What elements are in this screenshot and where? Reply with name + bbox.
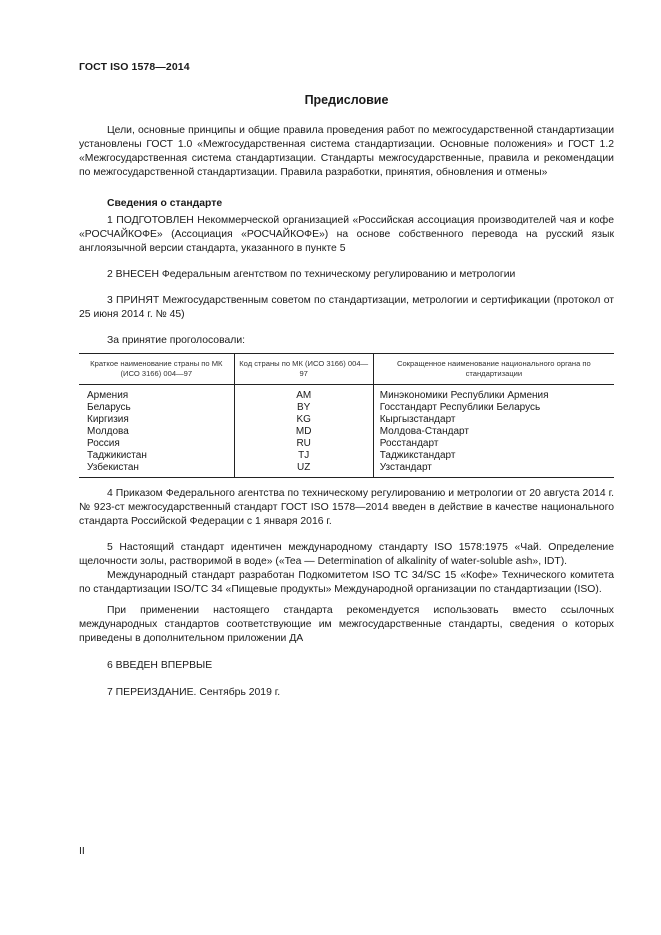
voting-table <box>79 353 614 478</box>
page-title: Предисловие <box>304 93 389 107</box>
table-row <box>79 450 614 462</box>
paragraph-5: 5 Настоящий стандарт идентичен международному стандарту ISO 1578:1975 «Чай. Определение щелочности золы, растворимой в воде» («Tea — Determination of alkalinity of water-soluble ash», IDT). <box>79 542 614 567</box>
vote-intro: За принятие проголосовали: <box>107 335 246 346</box>
page-number: II <box>79 845 85 857</box>
paragraph-4: 4 Приказом Федерального агентства по техническому регулированию и метрологии от 20 августа 2014 г. № 923-ст межгосударственный стандарт ГОСТ ISO 1578—2014 введен в действие в качестве национального стандарта Российской Федерации с 1 января 2016 г. <box>79 488 614 527</box>
country-name: Россия <box>87 438 120 449</box>
table-row <box>79 438 614 450</box>
column-header-body: Сокращенное наименование национального органа по стандартизации <box>373 354 614 385</box>
paragraph-5-note: При применении настоящего стандарта рекомендуется использовать вместо ссылочных международных стандартов соответствующие им межгосударственные стандарты, сведения о которых приведены в дополнительном приложении ДА <box>79 605 614 644</box>
section-heading: Сведения о стандарте <box>107 198 223 209</box>
standards-body: Молдова-Стандарт <box>373 426 614 438</box>
standards-body: Кыргызстандарт <box>373 414 614 426</box>
document-number: ГОСТ ISO 1578—2014 <box>79 61 190 73</box>
country-code: AM <box>234 385 373 403</box>
country-code: MD <box>234 426 373 438</box>
country-code: BY <box>234 402 373 414</box>
column-header-code: Код страны по МК (ИСО 3166) 004—97 <box>234 354 373 385</box>
column-header-country: Краткое наименование страны по МК (ИСО 3166) 004—97 <box>79 354 234 385</box>
country-code: UZ <box>234 462 373 478</box>
paragraph-7: 7 ПЕРЕИЗДАНИЕ. Сентябрь 2019 г. <box>107 687 281 698</box>
standards-body: Таджикстандарт <box>373 450 614 462</box>
paragraph-2: 2 ВНЕСЕН Федеральным агентством по техническому регулированию и метрологии <box>107 269 516 280</box>
country-code: TJ <box>234 450 373 462</box>
country-name: Беларусь <box>87 402 131 413</box>
standards-body: Минэкономики Республики Армения <box>373 385 614 403</box>
standards-body: Узстандарт <box>373 462 614 478</box>
table-row <box>79 426 614 438</box>
country-code: RU <box>234 438 373 450</box>
standards-body: Госстандарт Республики Беларусь <box>373 402 614 414</box>
table-row <box>79 402 614 414</box>
country-name: Таджикистан <box>87 450 147 461</box>
country-name: Молдова <box>87 426 129 437</box>
table-row <box>79 462 614 478</box>
table-header-row <box>79 354 614 385</box>
country-code: KG <box>234 414 373 426</box>
table-row <box>79 414 614 426</box>
country-name: Киргизия <box>87 414 129 425</box>
standards-body: Росстандарт <box>373 438 614 450</box>
paragraph-3: 3 ПРИНЯТ Межгосударственным советом по стандартизации, метрологии и сертификации (протокол от 25 июня 2014 г. № 45) <box>79 295 614 320</box>
paragraph-5-origin: Международный стандарт разработан Подкомитетом ISO TC 34/SC 15 «Кофе» Технического комитета по стандартизации ISO/TC 34 «Пищевые продукты» Международной организации по стандартизации (ISO). <box>79 570 614 595</box>
paragraph-1: 1 ПОДГОТОВЛЕН Некоммерческой организацией «Российская ассоциация производителей чая и кофе «РОСЧАЙКОФЕ» (Ассоциация «РОСЧАЙКОФЕ») на основе собственного перевода на русский язык англоязычной версии стандарта, указанного в пункте 5 <box>79 215 614 254</box>
paragraph-6: 6 ВВЕДЕН ВПЕРВЫЕ <box>107 660 213 671</box>
intro-paragraph: Цели, основные принципы и общие правила проведения работ по межгосударственной стандартизации установлены ГОСТ 1.0 «Межгосударственная система стандартизации. Основные положения» и ГОСТ 1.2 «Межгосударственная система стандартизации. Стандарты межгосударственные, правила и рекомендации по межгосударственной стандартизации. Правила разработки, принятия, обновления и отмены» <box>79 125 614 178</box>
country-name: Армения <box>87 390 129 401</box>
country-name: Узбекистан <box>79 462 234 478</box>
table-row <box>79 385 614 403</box>
